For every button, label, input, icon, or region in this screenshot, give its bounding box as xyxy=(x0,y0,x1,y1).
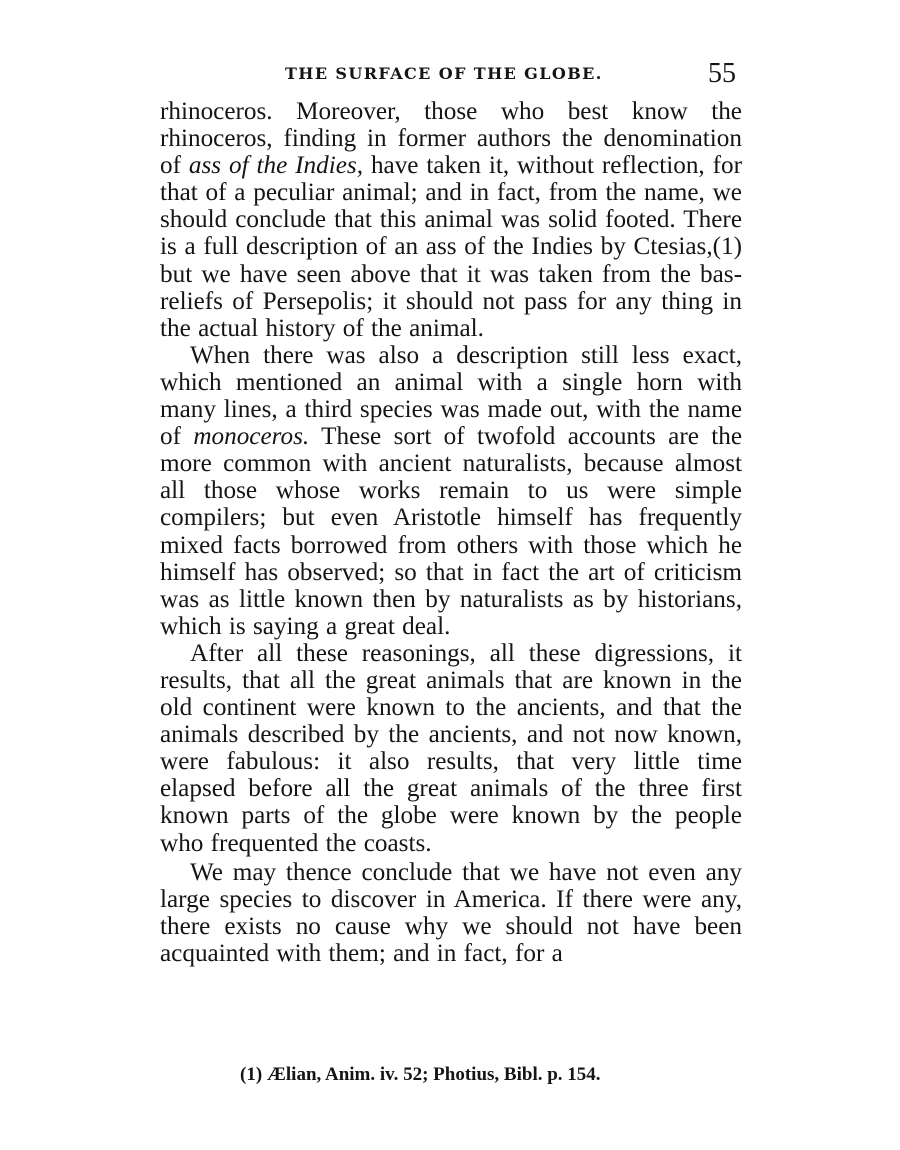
paragraph-3 xyxy=(160,640,742,857)
paragraph-2-text-b: These sort of twofold accounts are the more common with ancient naturalists, because almost all those whose works remain to us were simple compilers; but even Aristotle himself has frequently mixed facts borrowed from others with those which he himself has observed; so that in fact the art of criticism was as little known then by naturalists as by historians, which is saying a great deal. xyxy=(160,423,742,640)
body-text xyxy=(160,98,742,967)
paragraph-3-text: After all these reasonings, all these digressions, it results, that all the great animals that are known in the old continent were known to the ancients, and that the animals described by the ancients, and not now known, were fabulous: it also results, that very little time elapsed before all the great animals of the three first known parts of the globe were known by the people who frequented the coasts. xyxy=(160,639,742,857)
footnote: (1) Ælian, Anim. iv. 52; Photius, Bibl. p. 154. xyxy=(240,1064,601,1085)
paragraph-1-text-a: rhinoceros. Moreover, those who best know the rhinoceros, finding in former authors the denomination of xyxy=(160,98,742,180)
paragraph-1 xyxy=(160,98,742,342)
paragraph-2-text-a: When there was also a description still less exact, which mentioned an animal with a single horn with many lines, a third species was made out, with the name of xyxy=(160,341,742,451)
paragraph-1-italic: ass of the Indies, xyxy=(188,152,364,180)
book-page xyxy=(160,58,742,1085)
paragraph-4 xyxy=(160,859,742,967)
paragraph-1-text-b: have taken it, without reflection, for that of a peculiar animal; and in fact, from the name, we should conclude that this animal was solid footed. There is a full description of an ass of the Indies by Ctesias,(1) but we have seen above that it was taken from the bas-reliefs of Persepolis; it should not pass for any thing in the actual history of the animal. xyxy=(160,152,742,342)
paragraph-2-italic: monoceros. xyxy=(193,423,310,451)
page-number: 55 xyxy=(708,58,736,89)
page-header xyxy=(160,58,742,98)
paragraph-4-text: We may thence conclude that we have not even any large species to discover in America. If there were any, there exists no cause why we should not have been acquainted with them; and in fact, for a xyxy=(160,858,742,967)
paragraph-2 xyxy=(160,342,742,640)
running-head: THE SURFACE OF THE GLOBE. xyxy=(285,64,603,83)
